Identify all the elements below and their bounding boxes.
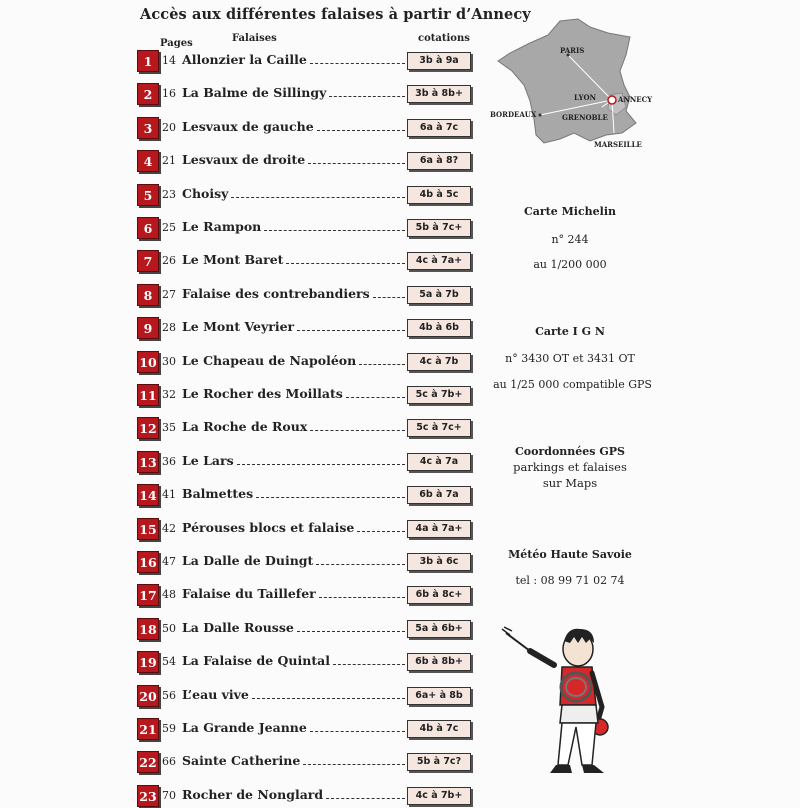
page-number: 26 bbox=[162, 254, 176, 268]
crag-name: Le Rocher des Moillats bbox=[182, 386, 343, 401]
crag-name: Lesvaux de gauche bbox=[182, 118, 314, 134]
crag-number-badge: 8 bbox=[137, 284, 159, 306]
leader-dashes bbox=[329, 88, 405, 97]
page-number: 27 bbox=[162, 287, 176, 301]
page-number: 47 bbox=[162, 555, 176, 568]
leader-dashes bbox=[317, 122, 405, 131]
grade-box: 4b à 7c bbox=[407, 720, 471, 738]
leader-dashes bbox=[373, 289, 405, 298]
grade-box: 5c à 7c+ bbox=[407, 419, 471, 437]
crag-number-badge: 10 bbox=[137, 351, 159, 373]
page-number: 23 bbox=[162, 187, 176, 201]
crag-name: Rocher de Nonglard bbox=[182, 786, 324, 802]
map-label-paris: PARIS bbox=[560, 46, 585, 55]
crag-number-badge: 18 bbox=[137, 618, 159, 640]
michelin-number: n° 244 bbox=[551, 233, 589, 246]
crag-name: Lesvaux de droite bbox=[182, 152, 306, 168]
page-number: 16 bbox=[162, 87, 176, 101]
crag-number-badge: 23 bbox=[137, 785, 159, 807]
gps-line2: sur Maps bbox=[542, 476, 598, 490]
page-number: 36 bbox=[162, 454, 176, 468]
crag-name: Le Mont Baret bbox=[182, 252, 284, 268]
page-number: 25 bbox=[162, 221, 176, 234]
crag-number-badge: 7 bbox=[137, 250, 159, 272]
page-number: 50 bbox=[162, 621, 176, 635]
grade-box: 6a à 7c bbox=[407, 119, 471, 137]
climber-illustration-icon bbox=[500, 615, 620, 785]
crag-name: Sainte Catherine bbox=[182, 753, 301, 769]
table-row bbox=[137, 184, 497, 206]
grade-box: 4b à 5c bbox=[407, 186, 471, 204]
crag-name: Le Rampon bbox=[182, 219, 262, 234]
map-label-annecy: ANNECY bbox=[618, 95, 653, 104]
meteo-tel: tel : 08 99 71 02 74 bbox=[515, 574, 625, 587]
leader-dashes bbox=[310, 55, 405, 64]
meteo-title: Météo Haute Savoie bbox=[508, 548, 632, 561]
leader-dashes bbox=[357, 523, 405, 532]
grade-box: 3b à 9a bbox=[407, 52, 471, 70]
page-number: 56 bbox=[162, 688, 176, 702]
leader-dashes bbox=[297, 322, 405, 331]
leader-dashes bbox=[252, 690, 405, 699]
crag-number-badge: 6 bbox=[137, 217, 159, 239]
crag-number-badge: 1 bbox=[137, 50, 159, 72]
grade-box: 4c à 7b+ bbox=[407, 787, 471, 805]
crag-name: La Balme de Sillingy bbox=[182, 85, 327, 101]
header-cotations: cotations bbox=[418, 33, 470, 44]
page-number: 30 bbox=[162, 354, 176, 368]
table-row bbox=[137, 584, 497, 606]
header-pages: Pages bbox=[160, 38, 193, 49]
grade-box: 4b à 6b bbox=[407, 319, 471, 337]
page-number: 41 bbox=[162, 488, 176, 502]
table-row bbox=[137, 50, 497, 72]
ign-number: n° 3430 OT et 3431 OT bbox=[505, 352, 635, 365]
crag-number-badge: 21 bbox=[137, 718, 159, 740]
leader-dashes bbox=[319, 589, 405, 598]
table-row bbox=[137, 250, 497, 272]
crag-number-badge: 13 bbox=[137, 451, 159, 473]
crag-name: La Falaise de Quintal bbox=[182, 653, 330, 669]
crag-number-badge: 5 bbox=[137, 184, 159, 206]
page-number: 66 bbox=[162, 755, 176, 769]
grade-box: 4c à 7b bbox=[407, 353, 471, 371]
leader-dashes bbox=[308, 155, 405, 164]
page-number: 59 bbox=[162, 722, 176, 735]
crag-number-badge: 19 bbox=[137, 651, 159, 673]
grade-box: 6b à 8c+ bbox=[407, 586, 471, 604]
grade-box: 3b à 6c bbox=[407, 553, 471, 571]
table-row bbox=[137, 384, 497, 406]
page-number: 42 bbox=[162, 521, 176, 535]
leader-dashes bbox=[264, 222, 405, 231]
crag-name: Le Chapeau de Napoléon bbox=[182, 352, 357, 368]
table-row bbox=[137, 284, 497, 306]
crag-number-badge: 20 bbox=[137, 685, 159, 707]
table-row bbox=[137, 150, 497, 172]
table-row bbox=[137, 751, 497, 773]
page-number: 48 bbox=[162, 588, 176, 602]
page-number: 70 bbox=[162, 788, 176, 802]
table-row bbox=[137, 117, 497, 139]
crag-number-badge: 11 bbox=[137, 384, 159, 406]
crag-name: La Grande Jeanne bbox=[182, 720, 307, 735]
crag-number-badge: 22 bbox=[137, 751, 159, 773]
map-label-grenoble: GRENOBLE bbox=[562, 113, 608, 122]
leader-dashes bbox=[316, 556, 405, 565]
grade-box: 5b à 7c? bbox=[407, 753, 471, 771]
leader-dashes bbox=[303, 756, 405, 765]
map-label-lyon: LYON bbox=[574, 93, 596, 102]
france-outline-icon bbox=[490, 15, 670, 155]
grade-box: 4c à 7a bbox=[407, 453, 471, 471]
michelin-scale: au 1/200 000 bbox=[533, 258, 607, 271]
page-number: 14 bbox=[162, 54, 176, 67]
crag-name: La Dalle de Duingt bbox=[182, 553, 314, 568]
page-number: 21 bbox=[162, 154, 176, 168]
grade-box: 6b à 8b+ bbox=[407, 653, 471, 671]
crag-number-badge: 3 bbox=[137, 117, 159, 139]
crag-name: Allonzier la Caille bbox=[182, 52, 307, 67]
grade-box: 5a à 7b bbox=[407, 286, 471, 304]
leader-dashes bbox=[310, 723, 405, 732]
table-row bbox=[137, 718, 497, 740]
leader-dashes bbox=[326, 790, 405, 799]
crag-number-badge: 4 bbox=[137, 150, 159, 172]
leader-dashes bbox=[359, 356, 405, 365]
leader-dashes bbox=[346, 389, 405, 398]
map-label-bordeaux: BORDEAUX bbox=[490, 110, 537, 119]
grade-box: 6a à 8? bbox=[407, 152, 471, 170]
crag-number-badge: 14 bbox=[137, 484, 159, 506]
gps-title: Coordonnées GPS bbox=[515, 445, 625, 458]
grade-box: 4c à 7a+ bbox=[407, 252, 471, 270]
leader-dashes bbox=[231, 189, 405, 198]
crag-number-badge: 9 bbox=[137, 317, 159, 339]
map-label-marseille: MARSEILLE bbox=[594, 140, 642, 149]
grade-box: 6a+ à 8b bbox=[407, 687, 471, 705]
crag-name: Choisy bbox=[182, 185, 229, 201]
table-row bbox=[137, 417, 497, 439]
table-row bbox=[137, 685, 497, 707]
table-row bbox=[137, 317, 497, 339]
page-number: 54 bbox=[162, 655, 176, 669]
crag-name: Pérouses blocs et falaise bbox=[182, 519, 355, 535]
grade-box: 4a à 7a+ bbox=[407, 520, 471, 538]
page-title: Accès aux différentes falaises à partir d’Annecy bbox=[140, 6, 531, 23]
page-number: 28 bbox=[162, 321, 176, 335]
crag-number-badge: 2 bbox=[137, 83, 159, 105]
table-row bbox=[137, 551, 497, 573]
header-falaises: Falaises bbox=[232, 33, 277, 44]
crag-name: Le Lars bbox=[182, 452, 234, 468]
crag-name: Balmettes bbox=[182, 486, 254, 502]
grade-box: 5a à 6b+ bbox=[407, 620, 471, 638]
table-row bbox=[137, 351, 497, 373]
crag-name: Le Mont Veyrier bbox=[182, 319, 295, 335]
grade-box: 5b à 7c+ bbox=[407, 219, 471, 237]
page-number: 32 bbox=[162, 388, 176, 401]
table-row bbox=[137, 618, 497, 640]
crag-number-badge: 17 bbox=[137, 584, 159, 606]
leader-dashes bbox=[333, 656, 405, 665]
gps-line1: parkings et falaises bbox=[513, 460, 627, 474]
grade-box: 3b à 8b+ bbox=[407, 85, 471, 103]
michelin-title: Carte Michelin bbox=[524, 205, 616, 218]
page-number: 35 bbox=[162, 421, 176, 435]
table-row bbox=[137, 451, 497, 473]
table-row bbox=[137, 83, 497, 105]
crag-name: La Roche de Roux bbox=[182, 419, 308, 435]
leader-dashes bbox=[310, 422, 405, 431]
leader-dashes bbox=[256, 489, 405, 498]
table-row bbox=[137, 651, 497, 673]
page-number: 20 bbox=[162, 120, 176, 134]
ign-title: Carte I G N bbox=[535, 325, 605, 338]
leader-dashes bbox=[237, 456, 405, 465]
leader-dashes bbox=[297, 623, 405, 632]
table-row bbox=[137, 484, 497, 506]
table-row bbox=[137, 785, 497, 807]
table-row bbox=[137, 217, 497, 239]
ign-scale: au 1/25 000 compatible GPS bbox=[493, 378, 652, 391]
crag-number-badge: 16 bbox=[137, 551, 159, 573]
crag-name: Falaise des contrebandiers bbox=[182, 285, 370, 301]
crag-name: L’eau vive bbox=[182, 686, 249, 702]
france-map bbox=[490, 15, 670, 155]
grade-box: 5c à 7b+ bbox=[407, 386, 471, 404]
crag-name: Falaise du Taillefer bbox=[182, 586, 316, 602]
crag-number-badge: 15 bbox=[137, 518, 159, 540]
crag-name: La Dalle Rousse bbox=[182, 619, 294, 635]
table-row bbox=[137, 518, 497, 540]
grade-box: 6b à 7a bbox=[407, 486, 471, 504]
leader-dashes bbox=[286, 255, 405, 264]
crag-number-badge: 12 bbox=[137, 417, 159, 439]
